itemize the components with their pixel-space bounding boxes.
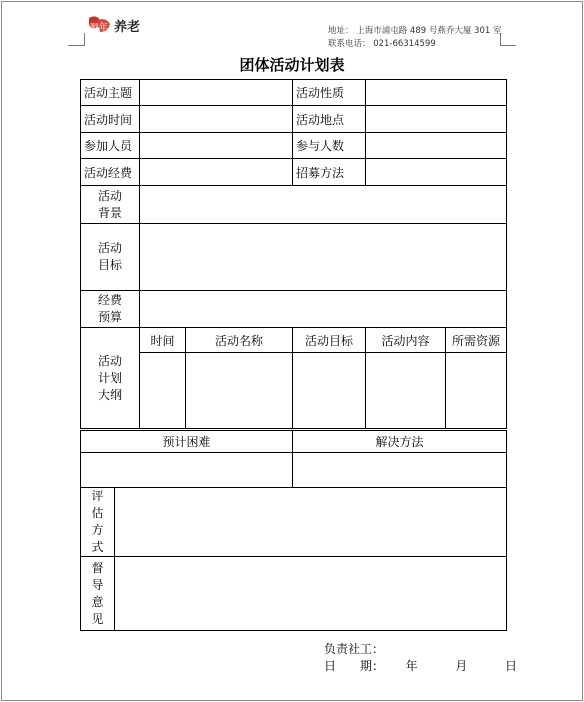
outline-cell-time[interactable]	[140, 353, 186, 429]
input-recruit[interactable]	[366, 159, 507, 186]
date-day: 日	[505, 659, 518, 673]
label-time: 活动时间	[81, 106, 140, 133]
label-evaluation-text: 评估方式	[91, 489, 104, 554]
input-background[interactable]	[140, 186, 507, 224]
brand-text: 养老	[114, 19, 141, 35]
difficulty-table	[80, 430, 507, 488]
input-topic[interactable]	[140, 80, 293, 106]
crop-mark-left-h	[68, 45, 84, 46]
label-location: 活动地点	[293, 106, 366, 133]
signature-block	[324, 641, 517, 675]
contact-block	[328, 25, 501, 51]
brand-logo-glyph: 颐年	[90, 23, 109, 33]
outline-cell-name[interactable]	[186, 353, 293, 429]
address-line: 地址： 上海市浦屯路 489 号燕乔大厦 301 室	[328, 26, 502, 36]
input-cost-budget[interactable]	[140, 291, 507, 328]
label-headcount: 参与人数	[293, 133, 366, 159]
date-line	[324, 658, 517, 675]
outline-cell-goal[interactable]	[293, 353, 366, 429]
plan-form-table	[80, 79, 507, 429]
label-supervision	[81, 557, 115, 631]
date-label: 日 期：	[324, 659, 385, 673]
label-outline-text: 活动 计划 大纲	[97, 353, 122, 402]
review-table	[80, 487, 507, 631]
outline-cell-content[interactable]	[366, 353, 446, 429]
page-title: 团体活动计划表	[239, 56, 345, 74]
label-cost-budget	[81, 291, 140, 328]
outline-cell-resources[interactable]	[446, 353, 507, 429]
brand-logo	[86, 14, 140, 36]
outline-col-resources: 所需资源	[446, 328, 507, 353]
label-nature: 活动性质	[293, 80, 366, 106]
label-participants: 参加人员	[81, 133, 140, 159]
label-cost-budget-text: 经费 预算	[97, 293, 122, 324]
outline-col-content: 活动内容	[366, 328, 446, 353]
label-background-text: 活动 背景	[97, 188, 122, 220]
label-outline	[81, 328, 140, 429]
crop-mark-left-v	[84, 33, 85, 46]
social-worker-label: 负责社工：	[324, 642, 385, 656]
outline-col-goal: 活动目标	[293, 328, 366, 353]
label-recruit: 招募方法	[293, 159, 366, 186]
input-solution[interactable]	[293, 453, 507, 488]
phone-line: 联系电话： 021-66314599	[328, 39, 436, 49]
outline-col-time: 时间	[140, 328, 186, 353]
label-goals	[81, 224, 140, 291]
date-month: 月	[455, 659, 468, 673]
label-supervision-text: 督导意见	[91, 560, 104, 626]
input-location[interactable]	[366, 106, 507, 133]
label-expected-difficulty: 预计困难	[81, 431, 293, 453]
input-budget[interactable]	[140, 159, 293, 186]
input-evaluation[interactable]	[115, 488, 507, 557]
label-solution: 解决方法	[293, 431, 507, 453]
brand-logo-mark-icon	[86, 14, 112, 36]
input-time[interactable]	[140, 106, 293, 133]
input-supervision[interactable]	[115, 557, 507, 631]
label-topic: 活动主题	[81, 80, 140, 106]
label-goals-text: 活动 目标	[97, 241, 122, 272]
input-goals[interactable]	[140, 224, 507, 291]
label-background	[81, 186, 140, 224]
label-budget: 活动经费	[81, 159, 140, 186]
social-worker-line	[324, 641, 517, 658]
input-participants[interactable]	[140, 133, 293, 159]
date-year: 年	[405, 659, 418, 673]
outline-col-name: 活动名称	[186, 328, 293, 353]
crop-mark-right-h	[500, 45, 516, 46]
label-evaluation	[81, 488, 115, 557]
input-nature[interactable]	[366, 80, 507, 106]
input-expected-difficulty[interactable]	[81, 453, 293, 488]
input-headcount[interactable]	[366, 133, 507, 159]
